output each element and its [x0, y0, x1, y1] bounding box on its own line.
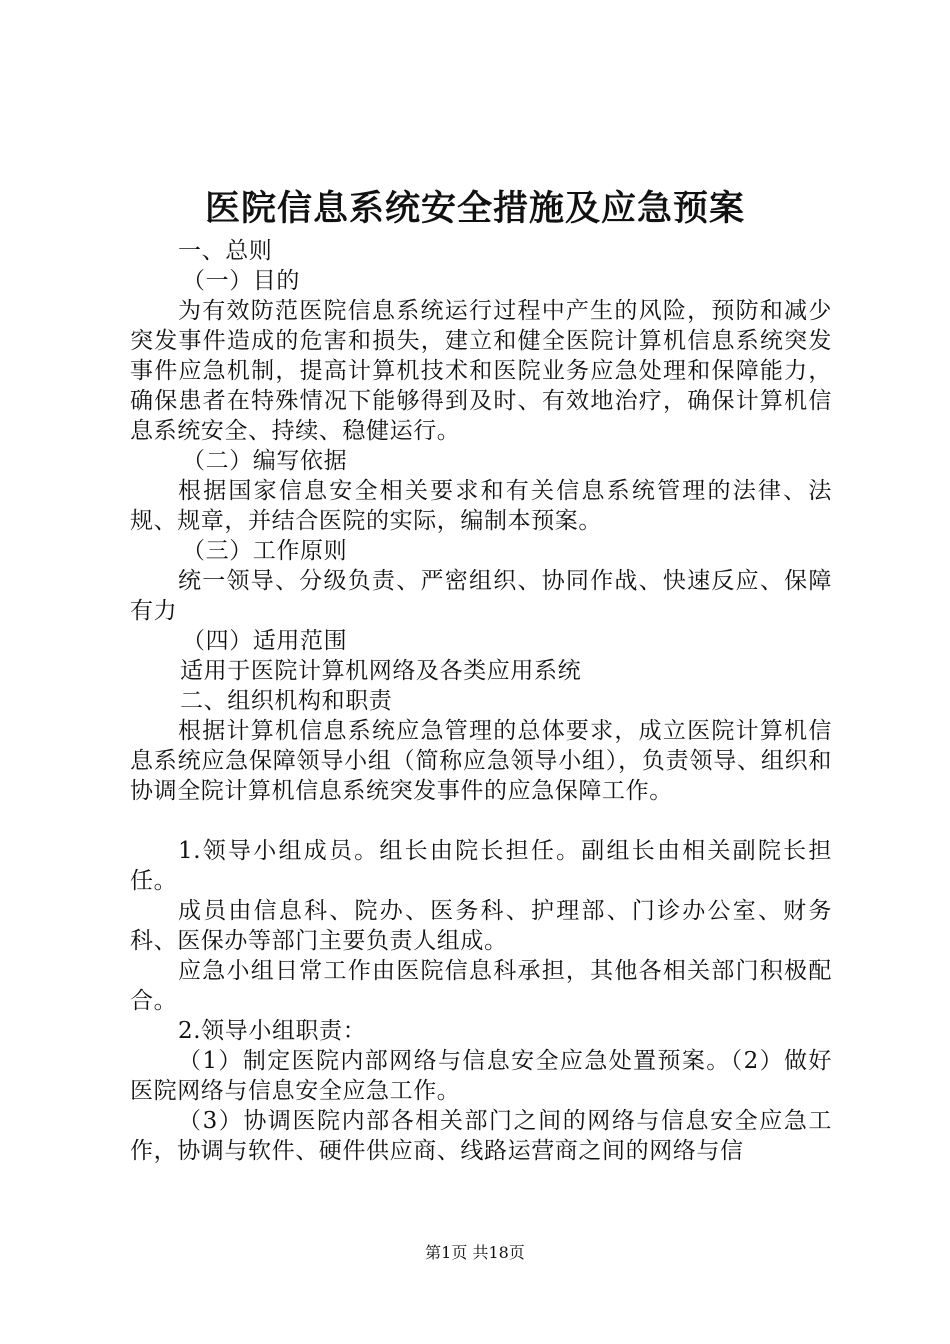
- subsection-heading: （三）工作原则: [182, 538, 348, 564]
- paragraph: 适用于医院计算机网络及各类应用系统: [180, 658, 582, 684]
- subsection-heading: （四）适用范围: [182, 628, 348, 654]
- blank-line: [130, 806, 832, 836]
- document-body: [130, 236, 832, 1166]
- subsection-heading: （一）目的: [182, 268, 300, 294]
- paragraph: 根据计算机信息系统应急管理的总体要求，成立医院计算机信息系统应急保障领导小组（简称应急领导小组），负责领导、组织和协调全院计算机信息系统突发事件的应急保障工作。: [130, 718, 832, 804]
- paragraph: 为有效防范医院信息系统运行过程中产生的风险，预防和减少突发事件造成的危害和损失，建立和健全医院计算机信息系统突发事件应急机制，提高计算机技术和医院业务应急处理和保障能力，确保患者在特殊情况下能够得到及时、有效地治疗，确保计算机信息系统安全、持续、稳健运行。: [130, 298, 832, 444]
- subsection-heading: （二）编写依据: [182, 448, 348, 474]
- paragraph: 根据国家信息安全相关要求和有关信息系统管理的法律、法规、规章，并结合医院的实际，编制本预案。: [130, 478, 832, 534]
- paragraph: 统一领导、分级负责、严密组织、协同作战、快速反应、保障有力: [130, 568, 832, 624]
- paragraph: （1）制定医院内部网络与信息安全应急处置预案。（2）做好医院网络与信息安全应急工作。: [130, 1048, 832, 1104]
- paragraph: 1.领导小组成员。组长由院长担任。副组长由相关副院长担任。: [130, 838, 832, 894]
- section-heading: 二、组织机构和职责: [180, 688, 393, 714]
- paragraph: 2.领导小组职责：: [178, 1018, 367, 1044]
- section-heading: 一、总则: [178, 238, 273, 264]
- paragraph: （3）协调医院内部各相关部门之间的网络与信息安全应急工作，协调与软件、硬件供应商、线路运营商之间的网络与信: [130, 1108, 832, 1164]
- paragraph: 成员由信息科、院办、医务科、护理部、门诊办公室、财务科、医保办等部门主要负责人组成。: [130, 898, 832, 954]
- page-footer: 第1页 共18页: [425, 1243, 525, 1262]
- paragraph: 应急小组日常工作由医院信息科承担，其他各相关部门积极配合。: [130, 958, 832, 1014]
- document-title: 医院信息系统安全措施及应急预案: [204, 188, 745, 229]
